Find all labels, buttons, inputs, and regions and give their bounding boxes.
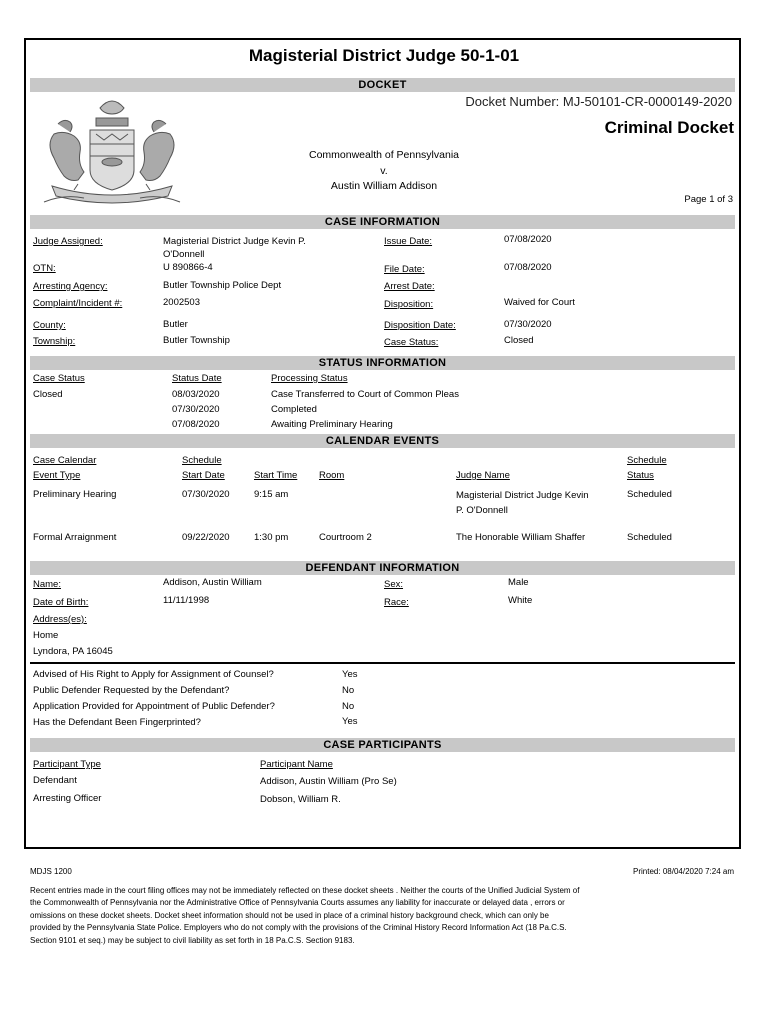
calendar-event-type: Preliminary Hearing: [33, 489, 117, 500]
calendar-col-case-calendar: Case Calendar: [33, 455, 97, 466]
disposition-label: Disposition:: [384, 299, 434, 310]
defendant-address-type: Home: [33, 630, 59, 641]
defendant-dob-label: Date of Birth:: [33, 597, 89, 608]
defendant-information-bar: DEFENDANT INFORMATION: [30, 561, 735, 575]
judge-assigned-value-2: O'Donnell: [163, 249, 205, 260]
file-date-value: 07/08/2020: [504, 262, 552, 273]
calendar-col-start-time: Start Time: [254, 470, 298, 481]
calendar-judge-name: P. O'Donnell: [456, 505, 508, 516]
status-processing: Completed: [271, 404, 317, 415]
status-case-status: Closed: [33, 389, 63, 400]
disclaimer-line: provided by the Pennsylvania State Police. Employers who do not comply with the provisions of the Criminal History Record Information Act (18 Pa.C.S.: [30, 923, 567, 933]
judge-assigned-label: Judge Assigned:: [33, 236, 103, 247]
calendar-judge-name: Magisterial District Judge Kevin: [456, 490, 589, 501]
counsel-answer: Yes: [342, 716, 358, 727]
counsel-question: Has the Defendant Been Fingerprinted?: [33, 717, 201, 728]
calendar-col-start-date: Start Date: [182, 470, 225, 481]
county-value: Butler: [163, 319, 188, 330]
participant-type: Defendant: [33, 775, 77, 786]
defendant-race-value: White: [508, 595, 533, 606]
page-number: Page 1 of 3: [684, 194, 733, 205]
status-information-bar: STATUS INFORMATION: [30, 356, 735, 370]
caption-line-1: Commonwealth of Pennsylvania: [309, 149, 459, 161]
defendant-race-label: Race:: [384, 597, 409, 608]
participant-type: Arresting Officer: [33, 793, 102, 804]
complaint-value: 2002503: [163, 297, 200, 308]
docket-type: Criminal Docket: [604, 118, 734, 137]
status-col-case-status: Case Status: [33, 373, 85, 384]
calendar-status: Scheduled: [627, 489, 672, 500]
form-id: MDJS 1200: [30, 867, 72, 876]
arresting-agency-value: Butler Township Police Dept: [163, 280, 282, 291]
defendant-sex-label: Sex:: [384, 579, 404, 590]
issue-date-value: 07/08/2020: [504, 234, 552, 245]
calendar-start-time: 9:15 am: [254, 489, 289, 500]
disposition-date-value: 07/30/2020: [504, 319, 552, 330]
defendant-address-label: Address(es):: [33, 614, 87, 625]
defendant-name-value: Addison, Austin William: [163, 577, 262, 588]
arrest-date-label: Arrest Date:: [384, 281, 435, 292]
docket-number: Docket Number: MJ-50101-CR-0000149-2020: [465, 94, 732, 109]
calendar-start-date: 09/22/2020: [182, 532, 230, 543]
arresting-agency-label: Arresting Agency:: [33, 281, 108, 292]
complaint-label: Complaint/Incident #:: [33, 298, 123, 309]
counsel-answer: Yes: [342, 669, 358, 680]
counsel-answer: No: [342, 685, 355, 696]
defendant-name-label: Name:: [33, 579, 61, 590]
calendar-room: Courtroom 2: [319, 532, 372, 543]
calendar-col-event-type: Event Type: [33, 470, 81, 481]
calendar-event-type: Formal Arraignment: [33, 532, 117, 543]
calendar-status: Scheduled: [627, 532, 672, 543]
status-date: 08/03/2020: [172, 389, 220, 400]
defendant-dob-value: 11/11/1998: [163, 595, 210, 606]
status-col-processing: Processing Status: [271, 373, 348, 384]
case-status-label: Case Status:: [384, 337, 439, 348]
disclaimer-line: Section 9101 et seq.) may be subject to civil liability as set forth in 18 Pa.C.S. Section 9183.: [30, 935, 355, 945]
issue-date-label: Issue Date:: [384, 236, 433, 247]
participants-col-type: Participant Type: [33, 759, 101, 770]
counsel-answer: No: [342, 701, 355, 712]
calendar-judge-name: The Honorable William Shaffer: [456, 532, 586, 543]
status-col-date: Status Date: [172, 373, 222, 384]
otn-label: OTN:: [33, 263, 56, 274]
caption-line-3: Austin William Addison: [330, 180, 438, 192]
disposition-value: Waived for Court: [504, 297, 575, 308]
case-status-value: Closed: [504, 335, 534, 346]
participant-name: Dobson, William R.: [260, 794, 341, 805]
calendar-col-status: Status: [627, 470, 654, 481]
calendar-events-bar: CALENDAR EVENTS: [30, 434, 735, 448]
participants-col-name: Participant Name: [260, 759, 333, 770]
calendar-start-time: 1:30 pm: [254, 532, 289, 543]
caption-line-2: v.: [380, 165, 388, 177]
judge-assigned-value-1: Magisterial District Judge Kevin P.: [163, 236, 306, 247]
status-date: 07/08/2020: [172, 419, 220, 430]
disclaimer-line: the Commonwealth of Pennsylvania nor the Administrative Office of Pennsylvania Courts assumes any liability for inaccurate or delayed data , errors or: [30, 898, 565, 908]
calendar-start-date: 07/30/2020: [182, 489, 230, 500]
county-label: County:: [33, 320, 66, 331]
disclaimer-line: omissions on these docket sheets. Docket sheet information should not be used in place of a criminal history background check, which can only be: [30, 910, 549, 920]
court-title: Magisterial District Judge 50-1-01: [248, 46, 520, 65]
case-information-bar: CASE INFORMATION: [30, 215, 735, 229]
calendar-col-schedule-2: Schedule: [627, 455, 667, 466]
status-processing: Case Transferred to Court of Common Pleas: [271, 389, 459, 400]
calendar-col-schedule: Schedule: [182, 455, 222, 466]
disclaimer-line: Recent entries made in the court filing offices may not be immediately reflected on these docket sheets . Neither the courts of the Unified Judicial System of: [30, 886, 580, 895]
status-processing: Awaiting Preliminary Hearing: [271, 419, 393, 430]
otn-value: U 890866-4: [163, 262, 213, 273]
case-participants-bar: CASE PARTICIPANTS: [30, 738, 735, 752]
counsel-question: Advised of His Right to Apply for Assignment of Counsel?: [33, 669, 274, 680]
disposition-date-label: Disposition Date:: [384, 320, 456, 331]
printed-timestamp: Printed: 08/04/2020 7:24 am: [633, 867, 734, 876]
defendant-address-city: Lyndora, PA 16045: [33, 646, 113, 657]
file-date-label: File Date:: [384, 264, 425, 275]
status-date: 07/30/2020: [172, 404, 220, 415]
township-label: Township:: [33, 336, 76, 347]
participant-name: Addison, Austin William (Pro Se): [260, 776, 397, 787]
docket-bar: DOCKET: [30, 78, 735, 92]
section-divider: [30, 662, 735, 664]
calendar-col-judge: Judge Name: [456, 470, 510, 481]
disclaimer: [30, 885, 670, 947]
counsel-question: Public Defender Requested by the Defendant?: [33, 685, 230, 696]
calendar-col-room: Room: [319, 470, 345, 481]
township-value: Butler Township: [163, 335, 230, 346]
defendant-sex-value: Male: [508, 577, 529, 588]
counsel-question: Application Provided for Appointment of Public Defender?: [33, 701, 275, 712]
